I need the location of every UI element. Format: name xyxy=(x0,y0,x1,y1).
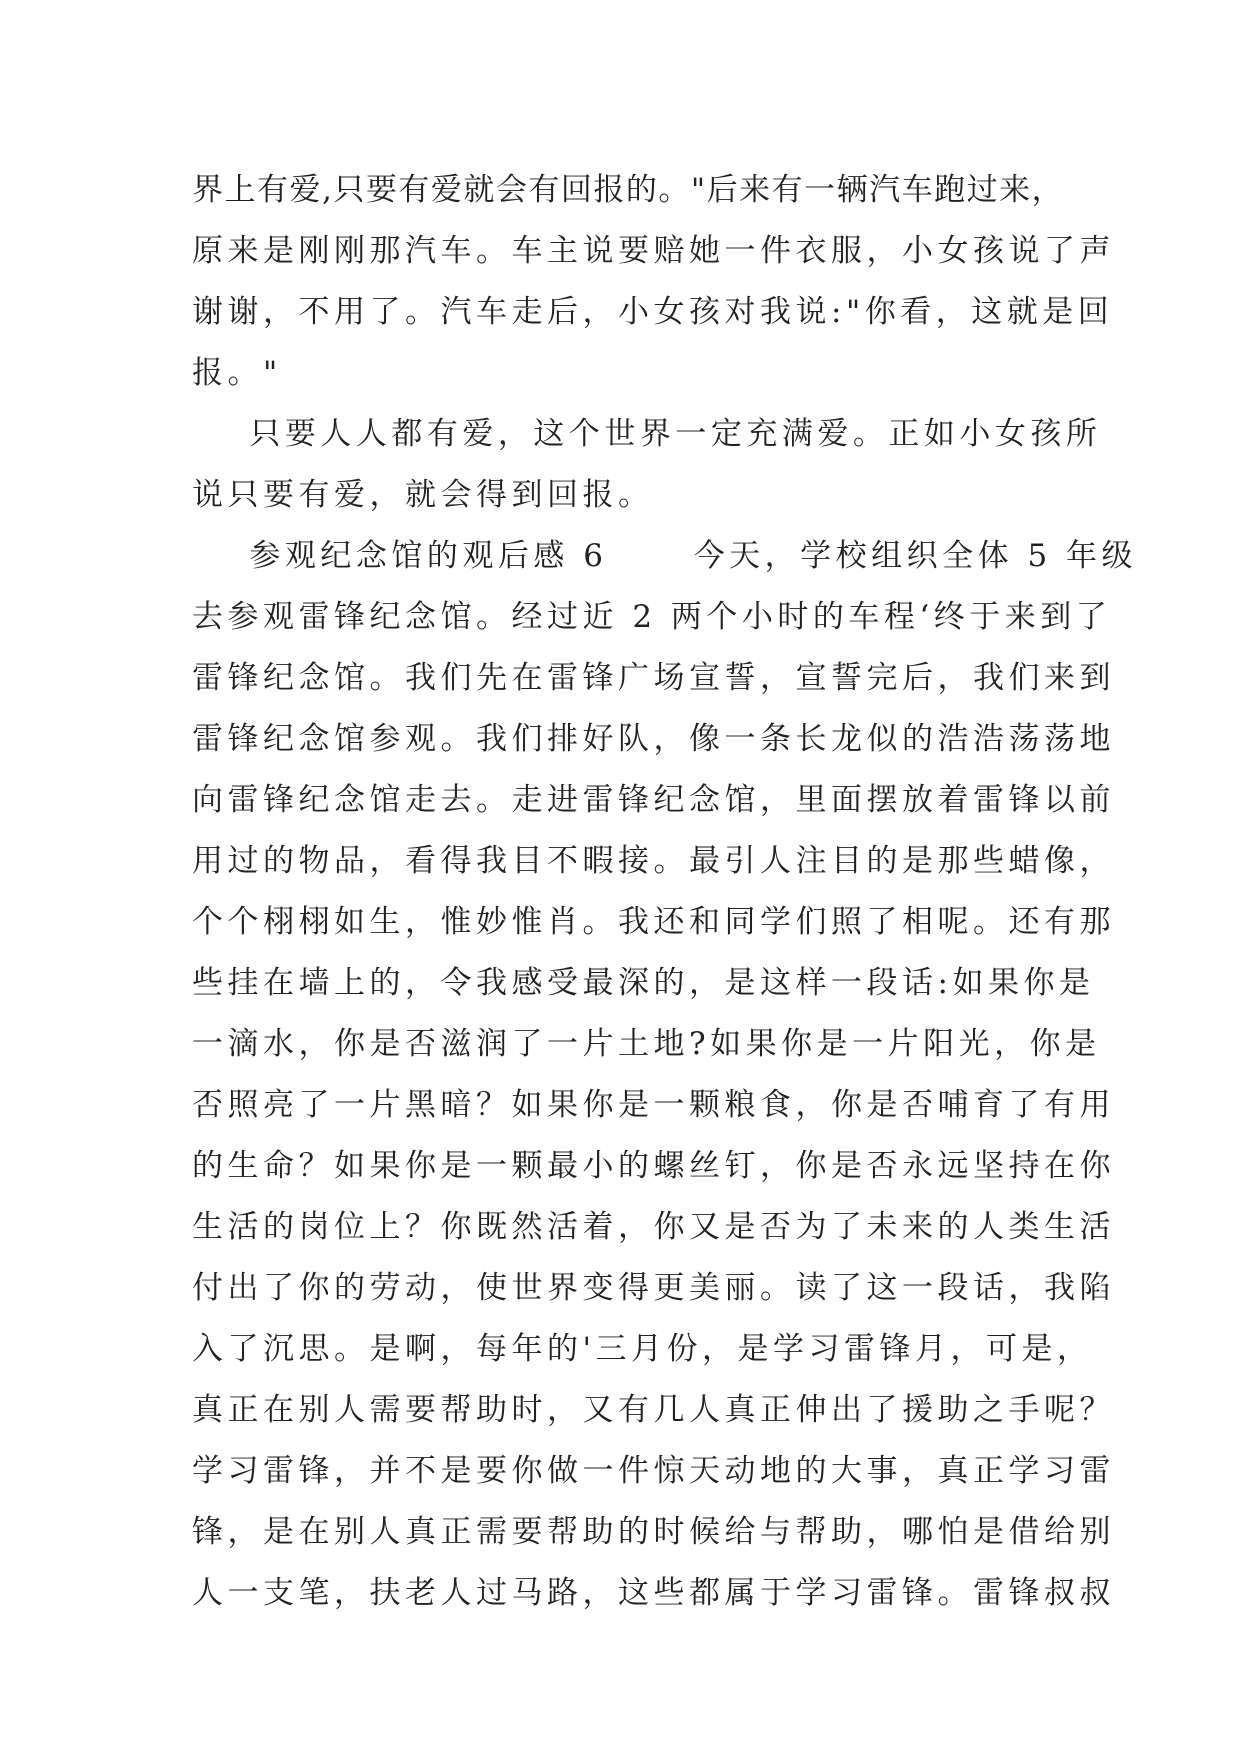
text-line: 界上有爱,只要有爱就会有回报的。"后来有一辆汽车跑过来， xyxy=(192,172,1065,208)
text-line: 报。" xyxy=(192,355,282,391)
text-line: 锋，是在别人真正需要帮助的时候给与帮助，哪怕是借给别 xyxy=(192,1514,1115,1550)
text-line: 向雷锋纪念馆走去。走进雷锋纪念馆，里面摆放着雷锋以前 xyxy=(192,782,1115,818)
text-line: 用过的物品，看得我目不暇接。最引人注目的是那些蜡像， xyxy=(192,843,1115,879)
text-line: 原来是刚刚那汽车。车主说要赔她一件衣服，小女孩说了声 xyxy=(192,233,1115,269)
text-line: 付出了你的劳动，使世界变得更美丽。读了这一段话，我陷 xyxy=(192,1270,1115,1306)
text-line: 只要人人都有爱，这个世界一定充满爱。正如小女孩所 xyxy=(192,416,1102,452)
text-line: 一滴水，你是否滋润了一片土地?如果你是一片阳光，你是 xyxy=(192,1026,1101,1062)
text-line: 雷锋纪念馆。我们先在雷锋广场宣誓，宣誓完后，我们来到 xyxy=(192,660,1115,696)
text-line: 人一支笔，扶老人过马路，这些都属于学习雷锋。雷锋叔叔 xyxy=(192,1575,1115,1611)
text-line: 入了沉思。是啊，每年的'三月份，是学习雷锋月，可是， xyxy=(192,1331,1093,1367)
text-line: 谢谢，不用了。汽车走后，小女孩对我说:"你看，这就是回 xyxy=(192,294,1114,330)
text-line: 生活的岗位上？你既然活着，你又是否为了未来的人类生活 xyxy=(192,1209,1115,1245)
text-line: 去参观雷锋纪念馆。经过近 2 两个小时的车程‘终于来到了 xyxy=(192,599,1112,635)
text-line: 学习雷锋，并不是要你做一件惊天动地的大事，真正学习雷 xyxy=(192,1453,1115,1489)
text-line: 的生命？如果你是一颗最小的螺丝钉，你是否永远坚持在你 xyxy=(192,1148,1115,1184)
text-line: 些挂在墙上的，令我感受最深的，是这样一段话:如果你是 xyxy=(192,965,1095,1001)
text-line: 个个栩栩如生，惟妙惟肖。我还和同学们照了相呢。还有那 xyxy=(192,904,1115,940)
text-line: 真正在别人需要帮助时，又有几人真正伸出了援助之手呢？ xyxy=(192,1392,1115,1428)
text-line: 说只要有爱，就会得到回报。 xyxy=(192,477,654,513)
text-line: 雷锋纪念馆参观。我们排好队，像一条长龙似的浩浩荡荡地 xyxy=(192,721,1115,757)
text-line: 参观纪念馆的观后感 6 今天，学校组织全体 5 年级 xyxy=(192,538,1138,574)
text-line: 否照亮了一片黑暗？如果你是一颗粮食，你是否哺育了有用 xyxy=(192,1087,1115,1123)
body-text xyxy=(192,160,1138,1624)
